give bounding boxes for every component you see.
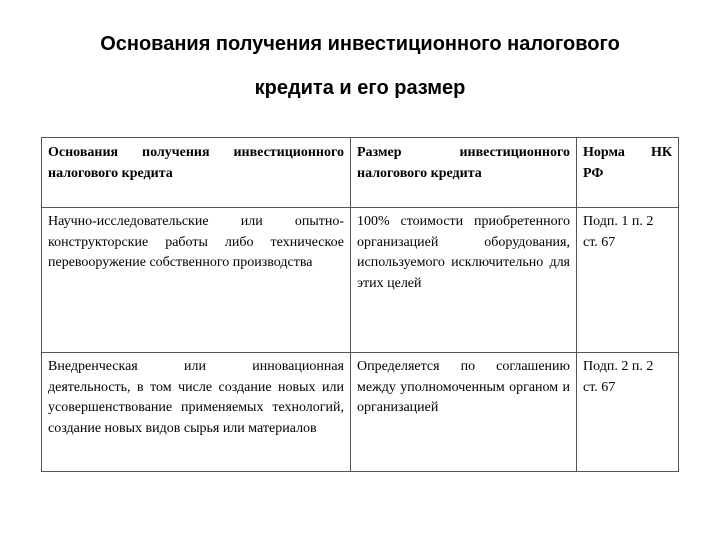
table-row <box>42 353 679 472</box>
cell-basis: Внедренческая или инновационная деятельность, в том числе создание новых или усовершенствование применяемых технологий, создание новых видов сырья или материалов <box>42 353 351 472</box>
investment-tax-credit-table <box>41 137 679 472</box>
norm-article: ст. 67 <box>583 234 616 250</box>
cell-norm <box>577 353 679 472</box>
norm-article: ст. 67 <box>583 379 616 395</box>
header-norm: Норма НК РФ <box>577 138 679 208</box>
norm-reference: Подп. 1 п. 2 <box>583 214 654 229</box>
cell-basis: Научно-исследовательские или опытно-конструкторские работы либо техническое перевооружение собственного производства <box>42 208 351 353</box>
norm-reference: Подп. 2 п. 2 <box>583 359 654 374</box>
cell-amount: 100% стоимости приобретенного организацией оборудования, используемого исключительно для этих целей <box>351 208 577 353</box>
table-row <box>42 208 679 353</box>
table-header-row <box>42 138 679 208</box>
cell-amount: Определяется по соглашению между уполномоченным органом и организацией <box>351 353 577 472</box>
slide-title-line-1: Основания получения инвестиционного налогового <box>100 33 620 55</box>
header-amount: Размер инвестиционного налогового кредита <box>351 138 577 208</box>
cell-norm <box>577 208 679 353</box>
header-basis: Основания получения инвестиционного налогового кредита <box>42 138 351 208</box>
slide-title-line-2: кредита и его размер <box>254 77 466 99</box>
